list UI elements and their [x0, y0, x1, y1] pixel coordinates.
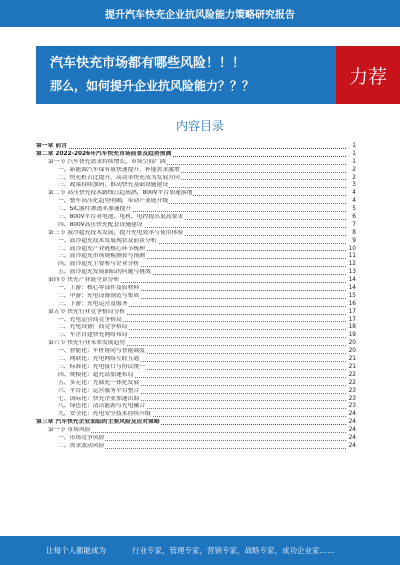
toc-entry-page: 7 [352, 221, 356, 228]
toc-entry[interactable] [36, 324, 356, 332]
toc-entry[interactable] [36, 443, 356, 451]
toc-entry-page: 4 [352, 190, 356, 197]
toc-entry[interactable] [36, 167, 356, 175]
toc-entry[interactable] [36, 238, 356, 246]
toc-entry[interactable] [36, 277, 356, 285]
hero-banner [36, 46, 400, 104]
toc-entry[interactable] [36, 151, 356, 159]
toc-entry-page: 23 [348, 403, 356, 410]
toc-entry[interactable] [36, 419, 356, 427]
footer-banner [0, 536, 400, 565]
toc-entry-page: 2 [352, 174, 356, 181]
toc-entry[interactable] [36, 143, 356, 151]
toc-entry-title: 一、充电运营商竞争格局 [58, 316, 122, 323]
toc-title: 内容目录 [175, 119, 224, 133]
toc-entry[interactable] [36, 356, 356, 364]
toc-entry-page: 18 [348, 324, 356, 331]
table-of-contents [36, 143, 356, 451]
toc-entry[interactable] [36, 285, 356, 293]
toc-entry-title: 第四节 快充产业链全景分析 [48, 277, 120, 284]
toc-entry-page: 2 [352, 166, 356, 173]
toc-entry[interactable] [36, 301, 356, 309]
toc-entry-title: 第三章 汽车快充企业面临的主要风险及应对策略 [36, 419, 160, 426]
toc-entry-page: 20 [348, 340, 356, 347]
toc-entry-title: 第一节 汽车快充需求持续增长，市场空间广阔 [48, 158, 166, 165]
toc-entry[interactable] [36, 261, 356, 269]
toc-entry-title: 三、液冷超充市场规模测算与预测 [58, 253, 145, 260]
toc-entry-page: 9 [352, 237, 356, 244]
toc-entry[interactable] [36, 388, 356, 396]
toc-entry-title: 一、新能源汽车保有量快速提升，补能需求激增 [58, 166, 180, 173]
toc-entry-page: 19 [348, 332, 356, 339]
toc-entry-page: 24 [348, 434, 356, 441]
toc-entry-title: 第五节 快充行业竞争格局分析 [48, 308, 126, 315]
toc-entry-page: 22 [348, 379, 356, 386]
toc-entry-title: 二、中游：充电设备制造与集成 [58, 292, 140, 299]
hero-subheadline: 那么，如何提升企业抗风险能力？？？ [50, 79, 255, 93]
toc-entry-title: 六、平台化：运营服务平台整合 [58, 387, 140, 394]
toc-entry-title: 一、液冷超充技术发展现状及前景分析 [58, 237, 157, 244]
toc-entry[interactable] [36, 403, 356, 411]
toc-entry-page: 24 [348, 442, 356, 449]
toc-entry[interactable] [36, 332, 356, 340]
toc-entry[interactable] [36, 396, 356, 404]
toc-entry-page: 4 [352, 198, 356, 205]
toc-entry-title: 三、车企自建快充网络布局 [58, 332, 128, 339]
toc-entry-title: 四、液冷超充主要参与企业分析 [58, 261, 140, 268]
toc-entry[interactable] [36, 214, 356, 222]
toc-entry-title: 二、液冷超充产业链核心环节梳理 [58, 245, 145, 252]
toc-entry-title: 七、国际化：快充企业加速出海 [58, 395, 140, 402]
toc-entry-page: 13 [348, 269, 356, 276]
toc-entry-title: 第二章 2022-2026年汽车快充市场前景及趋势预测 [36, 150, 172, 157]
toc-entry-page: 17 [348, 308, 356, 315]
toc-entry-page: 14 [348, 285, 356, 292]
toc-entry[interactable] [36, 190, 356, 198]
toc-entry-page: 23 [348, 395, 356, 402]
toc-entry-title: 四、800V高压快充配套设施建设 [58, 221, 143, 228]
toc-entry[interactable] [36, 198, 356, 206]
header-banner [0, 0, 400, 27]
hero-headline: 汽车快充市场都有哪些风险！！！ [50, 56, 246, 71]
toc-entry-page: 14 [348, 277, 356, 284]
toc-entry-page: 24 [348, 427, 356, 434]
toc-leader-dots [36, 148, 346, 149]
toc-entry-title: 一、上游：核心零部件及原材料 [58, 285, 140, 292]
toc-entry-page: 11 [348, 253, 356, 260]
toc-entry[interactable] [36, 222, 356, 230]
footer-slogan: 让每个人都能成为 [46, 546, 106, 555]
toc-entry-page: 12 [348, 261, 356, 268]
toc-entry[interactable] [36, 380, 356, 388]
toc-entry[interactable] [36, 159, 356, 167]
toc-entry-title: 二、需求波动风险 [58, 442, 105, 449]
toc-entry-title: 二、快充桩占比提升，高功率快充成为发展方向 [58, 174, 180, 181]
toc-entry-page: 6 [352, 214, 356, 221]
toc-entry-title: 第一节 市场风险 [48, 427, 91, 434]
toc-entry-page: 8 [352, 229, 356, 236]
toc-entry-page: 1 [352, 158, 356, 165]
toc-entry[interactable] [36, 435, 356, 443]
toc-entry[interactable] [36, 317, 356, 325]
toc-entry-title: 三、政策持续加码，推动快充基础设施建设 [58, 182, 169, 189]
toc-entry-title: 第二节 高压快充技术路线日趋成熟，800V平台加速落地 [48, 190, 193, 197]
toc-entry[interactable] [36, 269, 356, 277]
toc-entry-page: 5 [352, 206, 356, 213]
toc-entry[interactable] [36, 340, 356, 348]
toc-entry[interactable] [36, 411, 356, 419]
toc-entry[interactable] [36, 206, 356, 214]
toc-entry-title: 五、多元化：光储充一体化发展 [58, 379, 140, 386]
toc-entry-title: 八、绿色化：清洁能源与充电融合 [58, 403, 145, 410]
toc-leader-dots [48, 432, 346, 433]
toc-entry-page: 1 [352, 150, 356, 157]
toc-entry-title: 二、SiC器件渗透率加速提升 [58, 206, 132, 213]
toc-entry[interactable] [36, 246, 356, 254]
toc-entry-title: 二、网联化：充电网络互联互通 [58, 356, 140, 363]
toc-entry-title: 三、标准化：充电接口与协议统一 [58, 363, 145, 370]
toc-entry-title: 二、充电设备厂商竞争格局 [58, 324, 128, 331]
toc-entry-title: 三、800V平台对电池、电机、电控提出更高要求 [58, 214, 184, 221]
toc-entry[interactable] [36, 230, 356, 238]
toc-entry-title: 四、规模化：超充站加速布局 [58, 371, 134, 378]
toc-entry-page: 24 [348, 411, 356, 418]
toc-entry-title: 九、安全化：充电安全技术持续升级 [58, 411, 151, 418]
report-title: 提升汽车快充企业抗风险能力策略研究报告 [105, 10, 295, 21]
toc-entry[interactable] [36, 175, 356, 183]
toc-entry[interactable] [36, 372, 356, 380]
toc-entry-title: 三、下游：充电运营及服务 [58, 300, 128, 307]
toc-entry-title: 第六节 快充行业未来发展趋势 [48, 340, 126, 347]
toc-entry-page: 15 [348, 292, 356, 299]
footer-tagline: 行业专家，管理专家，营销专家，战略专家，成功企业家…… [132, 546, 335, 555]
toc-entry-page: 17 [348, 316, 356, 323]
toc-entry[interactable] [36, 364, 356, 372]
toc-entry-page: 23 [348, 387, 356, 394]
toc-entry-title: 第三节 液冷超充技术发展，提升充电效率与使用体验 [48, 229, 184, 236]
toc-entry[interactable] [36, 348, 356, 356]
toc-entry[interactable] [36, 309, 356, 317]
toc-entry-page: 22 [348, 371, 356, 378]
toc-entry[interactable] [36, 182, 356, 190]
toc-entry-page: 24 [348, 419, 356, 426]
toc-entry-title: 一、市场竞争风险 [58, 434, 105, 441]
toc-entry-title: 一、智能化：车桩协同与智能调度 [58, 348, 145, 355]
toc-entry[interactable] [36, 293, 356, 301]
toc-entry-page: 16 [348, 300, 356, 307]
toc-entry-page: 21 [348, 356, 356, 363]
toc-entry-page: 1 [352, 143, 356, 149]
toc-entry-page: 21 [348, 363, 356, 370]
toc-entry-title: 第一章 前言 [36, 143, 68, 149]
toc-entry-page: 20 [348, 348, 356, 355]
toc-entry-title: 五、液冷超充发展面临的问题与挑战 [58, 269, 151, 276]
toc-entry[interactable] [36, 253, 356, 261]
recommend-badge: 力荐 [336, 46, 400, 104]
toc-entry[interactable] [36, 427, 356, 435]
toc-entry-title: 一、整车高压化趋势明确，带动产业链升级 [58, 198, 169, 205]
toc-entry-page: 3 [352, 182, 356, 189]
toc-entry-page: 10 [348, 245, 356, 252]
